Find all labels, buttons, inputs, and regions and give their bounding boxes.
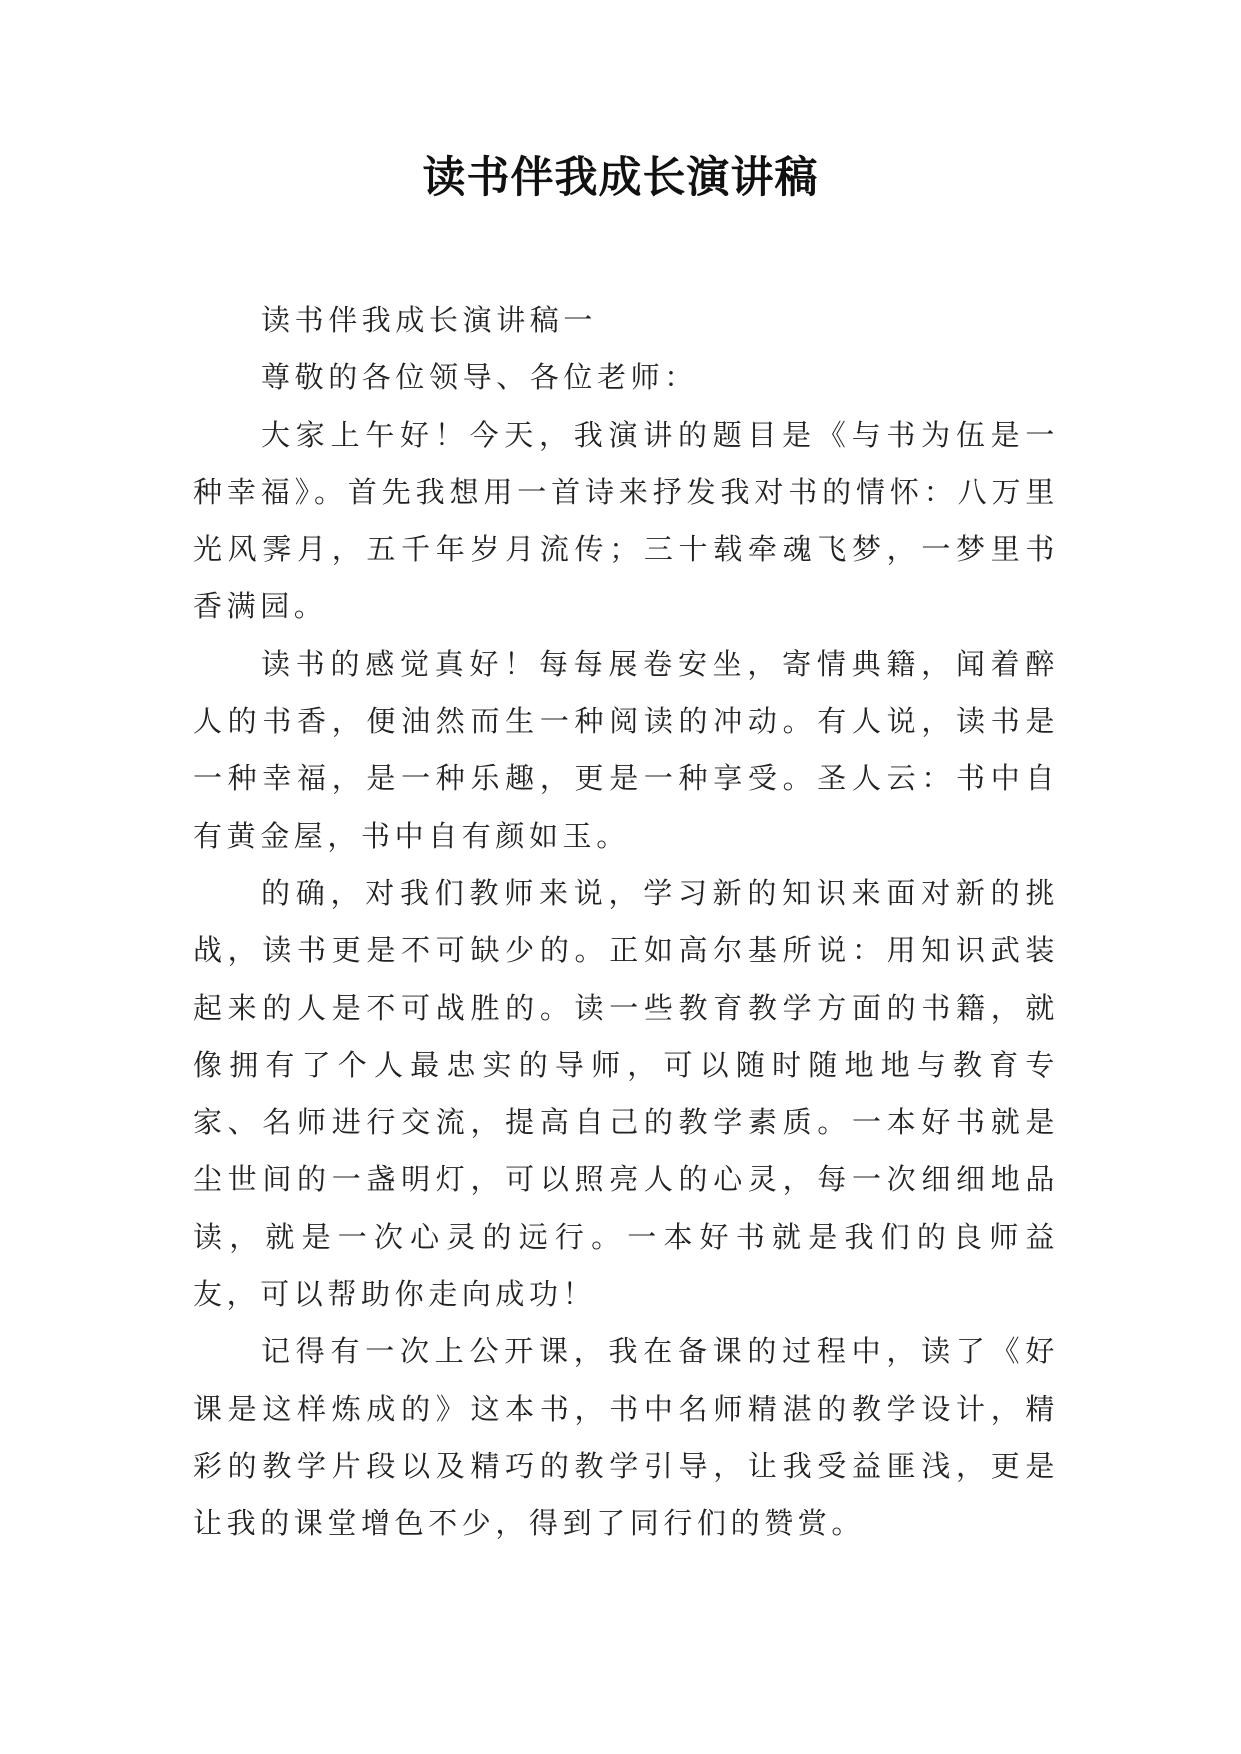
paragraph-teachers: 的确，对我们教师来说，学习新的知识来面对新的挑战，读书更是不可缺少的。正如高尔基所说：用知识武装起来的人是不可战胜的。读一些教育教学方面的书籍，就像拥有了个人最忠实的导师，可以随时随地地与教育专家、名师进行交流，提高自己的教学素质。一本好书就是尘世间的一盏明灯，可以照亮人的心灵，每一次细细地品读，就是一次心灵的远行。一本好书就是我们的良师益友，可以帮助你走向成功！ <box>193 875 1059 1312</box>
paragraph-opening: 大家上午好！今天，我演讲的题目是《与书为伍是一种幸福》。首先我想用一首诗来抒发我对书的情怀：八万里光风霁月，五千年岁月流传；三十载牵魂飞梦，一梦里书香满园。 <box>193 417 1059 624</box>
paragraph-reading-feeling: 读书的感觉真好！每每展卷安坐，寄情典籍，闻着醉人的书香，便油然而生一种阅读的冲动。有人说，读书是一种幸福，是一种乐趣，更是一种享受。圣人云：书中自有黄金屋，书中自有颜如玉。 <box>193 646 1059 853</box>
document-title: 读书伴我成长演讲稿 <box>422 153 819 203</box>
salutation: 尊敬的各位领导、各位老师： <box>261 360 698 395</box>
section-heading: 读书伴我成长演讲稿一 <box>261 303 598 337</box>
document-body <box>193 292 1059 1553</box>
paragraph-open-class: 记得有一次上公开课，我在备课的过程中，读了《好课是这样炼成的》这本书，书中名师精湛的教学设计，精彩的教学片段以及精巧的教学引导，让我受益匪浅，更是让我的课堂增色不少，得到了同行们的赞赏。 <box>193 1334 1059 1541</box>
